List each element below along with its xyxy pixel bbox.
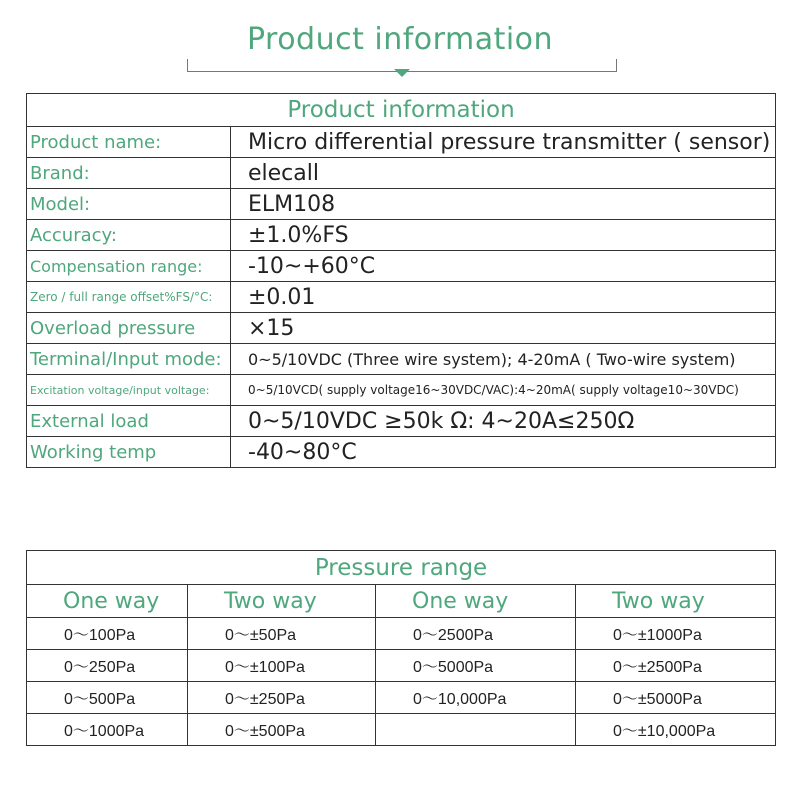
column-header: One way (376, 585, 576, 618)
table-row (27, 220, 776, 251)
row-label: Model: (27, 189, 231, 220)
row-value: -10~+60°C (231, 251, 776, 282)
pressure-range-table (26, 550, 776, 746)
row-label: Excitation voltage/input voltage: (27, 375, 231, 406)
column-header: Two way (188, 585, 376, 618)
row-value: Micro differential pressure transmitter ( sensor) (231, 127, 776, 158)
table-row (27, 127, 776, 158)
row-value: ×15 (231, 313, 776, 344)
table-cell: 0～250Pa (27, 650, 188, 682)
table-cell: 0～500Pa (27, 682, 188, 714)
table-row (27, 375, 776, 406)
table-cell: 0～2500Pa (376, 618, 576, 650)
table-cell: 0～±250Pa (188, 682, 376, 714)
table-cell: 0～±500Pa (188, 714, 376, 746)
table-row (27, 189, 776, 220)
table-row (27, 437, 776, 468)
table-row (27, 650, 776, 682)
table-cell (376, 714, 576, 746)
table-row (27, 313, 776, 344)
table-row (27, 251, 776, 282)
table-row (27, 714, 776, 746)
table-cell: 0～±100Pa (188, 650, 376, 682)
table-cell: 0～10,000Pa (376, 682, 576, 714)
row-label: Product name: (27, 127, 231, 158)
column-header: One way (27, 585, 188, 618)
column-header: Two way (576, 585, 776, 618)
table-row (27, 282, 776, 313)
table-row (27, 618, 776, 650)
table-cell: 0～±5000Pa (576, 682, 776, 714)
row-value: 0~5/10VDC ≥50k Ω: 4~20A≤250Ω (231, 406, 776, 437)
row-label: Zero / full range offset%FS/°C: (27, 282, 231, 313)
table-cell: 0～1000Pa (27, 714, 188, 746)
table-header-row (27, 585, 776, 618)
table-cell: 0～5000Pa (376, 650, 576, 682)
row-label: Compensation range: (27, 251, 231, 282)
table-cell: 0～±1000Pa (576, 618, 776, 650)
down-arrow-icon (394, 69, 410, 77)
row-value: elecall (231, 158, 776, 189)
row-label: Accuracy: (27, 220, 231, 251)
table-cell: 0～±2500Pa (576, 650, 776, 682)
product-info-table (26, 93, 776, 468)
row-label: Working temp (27, 437, 231, 468)
row-value: ±1.0%FS (231, 220, 776, 251)
row-label: Brand: (27, 158, 231, 189)
table-cell: 0～100Pa (27, 618, 188, 650)
table-row (27, 158, 776, 189)
row-value: -40~80°C (231, 437, 776, 468)
row-value: 0~5/10VDC (Three wire system); 4-20mA ( Two-wire system) (231, 344, 776, 375)
table-row (27, 344, 776, 375)
table-cell: 0～±50Pa (188, 618, 376, 650)
table-cell: 0～±10,000Pa (576, 714, 776, 746)
table-row (27, 406, 776, 437)
row-value: ±0.01 (231, 282, 776, 313)
row-label: External load (27, 406, 231, 437)
row-value: ELM108 (231, 189, 776, 220)
pressure-table-caption: Pressure range (27, 551, 776, 585)
row-value: 0~5/10VCD( supply voltage16~30VDC/VAC):4~20mA( supply voltage10~30VDC) (231, 375, 776, 406)
table-row (27, 682, 776, 714)
page-title: Product information (246, 22, 554, 57)
info-table-caption: Product information (27, 94, 776, 127)
row-label: Terminal/Input mode: (27, 344, 231, 375)
row-label: Overload pressure (27, 313, 231, 344)
